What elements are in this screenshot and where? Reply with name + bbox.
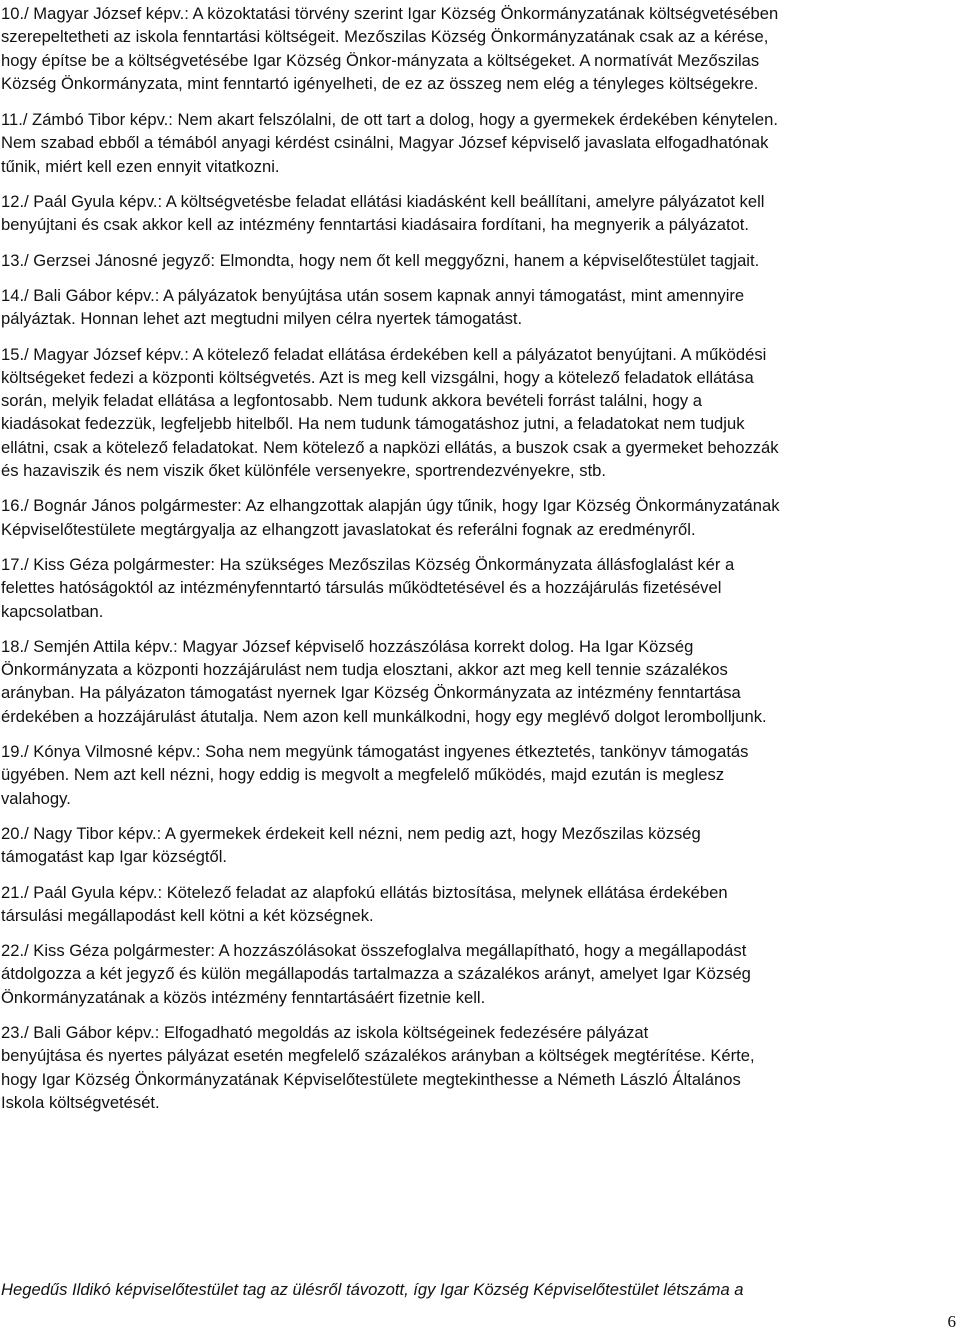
paragraph-21: 21./ Paál Gyula képv.: Kötelező feladat az alapfokú ellátás biztosítása, melynek ellátása érdekében társulási megállapodást kell kötni a két községnek. <box>1 882 728 925</box>
paragraph-12: 12./ Paál Gyula képv.: A költségvetésbe feladat ellátási kiadásként kell beállítani, amelyre pályázatot kell benyújtani és csak akkor kell az intézmény fenntartási kiadásaira fordítani, ha megnyerik a pályázatot. <box>1 192 765 235</box>
paragraph-10: 10./ Magyar József képv.: A közoktatási törvény szerint Igar Község Önkormányzatának költségvetésében szerepeltetheti az iskola fenntartási költségeit. Mezőszilas Község Önkormányzatának csak az a kérése, hogy építse be a költségvetésébe Igar Község Önkor-mányzata a költségeket. A normatívát Mezőszilas Község Önkormányzata, mint fenntartó igényelheti, de ez az összeg nem elég a tényleges költségekre. <box>1 4 779 93</box>
italic-note: Hegedűs Ildikó képviselőtestület tag az ülésről távozott, így Igar Község Képviselőtestület létszáma a <box>1 1280 744 1299</box>
paragraph-11: 11./ Zámbó Tibor képv.: Nem akart felszólalni, de ott tart a dolog, hogy a gyermekek érdekében kénytelen. Nem szabad ebből a témából anyagi kérdést csinálni, Magyar József képviselő javaslata elfogadhatónak tűnik, miért kell ezen ennyit vitatkozni. <box>1 110 778 176</box>
paragraph-23: 23./ Bali Gábor képv.: Elfogadható megoldás az iskola költségeinek fedezésére pályázat benyújtása és nyertes pályázat esetén megfelelő százalékos arányban a költségek megtérítése. Kérte, hogy Igar Község Önkormányzatának Képviselőtestülete megtekinthesse a Németh László Általános Iskola költségvetését. <box>1 1022 755 1112</box>
paragraph-14: 14./ Bali Gábor képv.: A pályázatok benyújtása után sosem kapnak annyi támogatást, mint amennyire pályáztak. Honnan lehet azt megtudni milyen célra nyertek támogatást. <box>1 285 745 329</box>
page-number: 6 <box>947 1312 956 1331</box>
paragraph-20: 20./ Nagy Tibor képv.: A gyermekek érdekeit kell nézni, nem pedig azt, hogy Mezőszilas község támogatást kap Igar községtől. <box>1 823 701 867</box>
paragraph-22: 22./ Kiss Géza polgármester: A hozzászólásokat összefoglalva megállapítható, hogy a megállapodást átdolgozza a két jegyző és külön megállapodás tartalmazza a százalékos arányt, amelyet Igar Község Önkormányzatának a közös intézmény fenntartásáért fizetnie kell. <box>1 941 751 1007</box>
paragraph-18: 18./ Semjén Attila képv.: Magyar József képviselő hozzászólása korrekt dolog. Ha Igar Község Önkormányzata a központi hozzájárulást nem tudja elosztani, akkor azt meg kell tennie százalékos arányban. Ha pályázaton támogatást nyernek Igar Község Önkormányzata az intézmény fenntartása érdekében a hozzájárulást átutalja. Nem azon kell munkálkodni, hogy egy meglévő dolgot lerombolljunk. <box>1 636 767 726</box>
paragraph-19: 19./ Kónya Vilmosné képv.: Soha nem megyünk támogatást ingyenes étkeztetés, tankönyv támogatás ügyében. Nem azt kell nézni, hogy eddig is megvolt a megfelelő működés, majd ezután is meglesz valahogy. <box>1 742 749 808</box>
paragraph-13: 13./ Gerzsei Jánosné jegyző: Elmondta, hogy nem őt kell meggyőzni, hanem a képviselőtestület tagjait. <box>1 250 760 270</box>
paragraph-16: 16./ Bognár János polgármester: Az elhangzottak alapján úgy tűnik, hogy Igar Község Önkormányzatának Képviselőtestülete megtárgyalja az elhangzott javaslatokat és referálni fognak az eredményről. <box>1 496 780 539</box>
paragraph-17: 17./ Kiss Géza polgármester: Ha szükséges Mezőszilas Község Önkormányzata állásfoglalást kér a felettes hatóságoktól az intézményfenntartó társulás működtetésével és a hozzájárulás fizetésével kapcsolatban. <box>1 554 735 621</box>
paragraph-15: 15./ Magyar József képv.: A kötelező feladat ellátása érdekében kell a pályázatot benyújtani. A működési költségeket fedezi a központi költségvetés. Azt is meg kell vizsgálni, hogy a kötelező feladatok ellátása során, melyik feladat ellátása a legfontosabb. Nem tudunk akkora bevételi forrást találni, hogy a kiadásokat fedezzük, legfeljebb hitelből. Ha nem tudunk támogatáshoz jutni, a feladatokat nem tudjuk ellátni, csak a kötelező feladatokat. Nem kötelező a napközi ellátás, a buszok csak a gyermeket behozzák és hazaviszik és nem viszik őket különféle versenyekre, sportrendezvényekre, stb. <box>1 344 779 481</box>
